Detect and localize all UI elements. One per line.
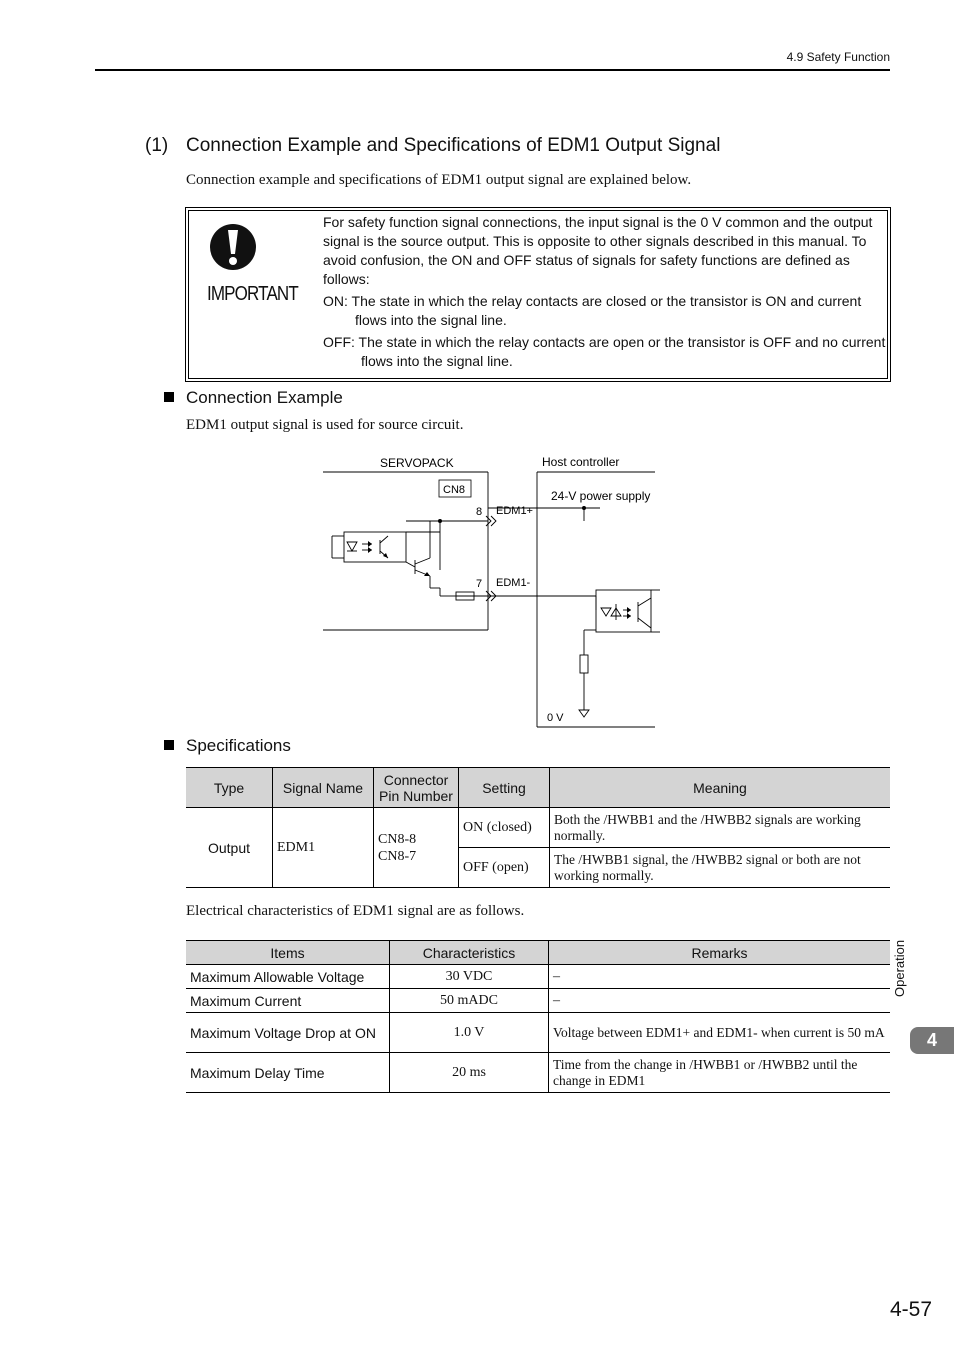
setting-cell: OFF (open)	[459, 848, 550, 888]
important-icon	[199, 223, 299, 303]
side-chapter-label: Operation	[892, 939, 907, 997]
setting-cell: ON (closed)	[459, 808, 550, 848]
remark-cell: –	[549, 989, 891, 1013]
table-row	[186, 965, 890, 989]
connection-heading-text: Connection Example	[186, 388, 343, 407]
value-cell: 20 ms	[390, 1053, 549, 1093]
col-characteristics: Characteristics	[390, 941, 549, 965]
col-items: Items	[186, 941, 390, 965]
section-number: (1)	[145, 135, 169, 156]
edm-plus-label: EDM1+	[496, 505, 533, 517]
pin8-label: 8	[476, 506, 483, 518]
important-box	[185, 207, 891, 382]
host-label: Host controller	[542, 455, 620, 469]
col-setting: Setting	[459, 768, 550, 808]
running-header: 4.9 Safety Function	[786, 50, 890, 64]
off-definition: OFF: The state in which the relay contacts are open or the transistor is OFF and no current flows into the signal line.	[323, 334, 886, 369]
col-pin: Connector Pin Number	[374, 768, 459, 808]
remark-cell: Time from the change in /HWBB1 or /HWBB2 until the change in EDM1	[549, 1053, 891, 1093]
table-row	[186, 808, 890, 848]
header-rule	[95, 69, 890, 71]
table-row	[186, 1013, 890, 1053]
section-title	[145, 135, 720, 157]
value-cell: 30 VDC	[390, 965, 549, 989]
item-cell: Maximum Voltage Drop at ON	[186, 1013, 390, 1053]
col-remarks: Remarks	[549, 941, 891, 965]
important-para: For safety function signal connections, the input signal is the 0 V common and the output signal is the source output. This is opposite to other signals described in this manual. To avoid confusion, the ON and OFF status of signals for safety functions are defined as follows:	[323, 214, 873, 287]
servopack-label: SERVOPACK	[380, 456, 454, 470]
specifications-table	[186, 767, 890, 888]
chapter-tab: 4	[910, 1027, 954, 1054]
important-text	[323, 213, 887, 374]
table-row	[186, 1053, 890, 1093]
specs-heading-text: Specifications	[186, 736, 291, 755]
edm-minus-label: EDM1-	[496, 577, 531, 589]
remark-cell: –	[549, 965, 891, 989]
important-label: IMPORTANT	[207, 283, 298, 305]
pin-cell: CN8-8 CN8-7	[374, 808, 459, 888]
circuit-svg	[320, 450, 665, 735]
signal-cell: EDM1	[273, 808, 374, 888]
col-signal: Signal Name	[273, 768, 374, 808]
col-meaning: Meaning	[550, 768, 891, 808]
electrical-intro: Electrical characteristics of EDM1 signal are as follows.	[186, 903, 525, 919]
connection-diagram	[320, 450, 665, 735]
connection-text: EDM1 output signal is used for source circuit.	[186, 417, 464, 433]
meaning-cell: Both the /HWBB1 and the /HWBB2 signals are working normally.	[550, 808, 891, 848]
meaning-cell: The /HWBB1 signal, the /HWBB2 signal or both are not working normally.	[550, 848, 891, 888]
table-row	[186, 989, 890, 1013]
section-intro: Connection example and specifications of EDM1 output signal are explained below.	[186, 172, 692, 188]
value-cell: 50 mADC	[390, 989, 549, 1013]
table-header-row	[186, 941, 890, 965]
cn8-label: CN8	[443, 484, 466, 496]
supply-label: 24-V power supply	[551, 489, 651, 503]
bullet-square-icon	[164, 392, 174, 402]
item-cell: Maximum Current	[186, 989, 390, 1013]
electrical-table	[186, 940, 890, 1093]
remark-cell: Voltage between EDM1+ and EDM1- when current is 50 mA	[549, 1013, 891, 1053]
bullet-square-icon	[164, 740, 174, 750]
zero-v-label: 0 V	[547, 712, 564, 724]
on-definition: ON: The state in which the relay contacts are closed or the transistor is ON and current flows into the signal line.	[323, 293, 862, 328]
connection-heading	[164, 388, 343, 408]
section-title-text: Connection Example and Specifications of EDM1 Output Signal	[186, 135, 721, 156]
table-header-row	[186, 768, 890, 808]
item-cell: Maximum Allowable Voltage	[186, 965, 390, 989]
item-cell: Maximum Delay Time	[186, 1053, 390, 1093]
specs-heading	[164, 736, 291, 756]
page-number: 4-57	[889, 1298, 932, 1321]
pin7-label: 7	[476, 578, 483, 590]
col-type: Type	[186, 768, 273, 808]
type-cell: Output	[186, 808, 273, 888]
value-cell: 1.0 V	[390, 1013, 549, 1053]
